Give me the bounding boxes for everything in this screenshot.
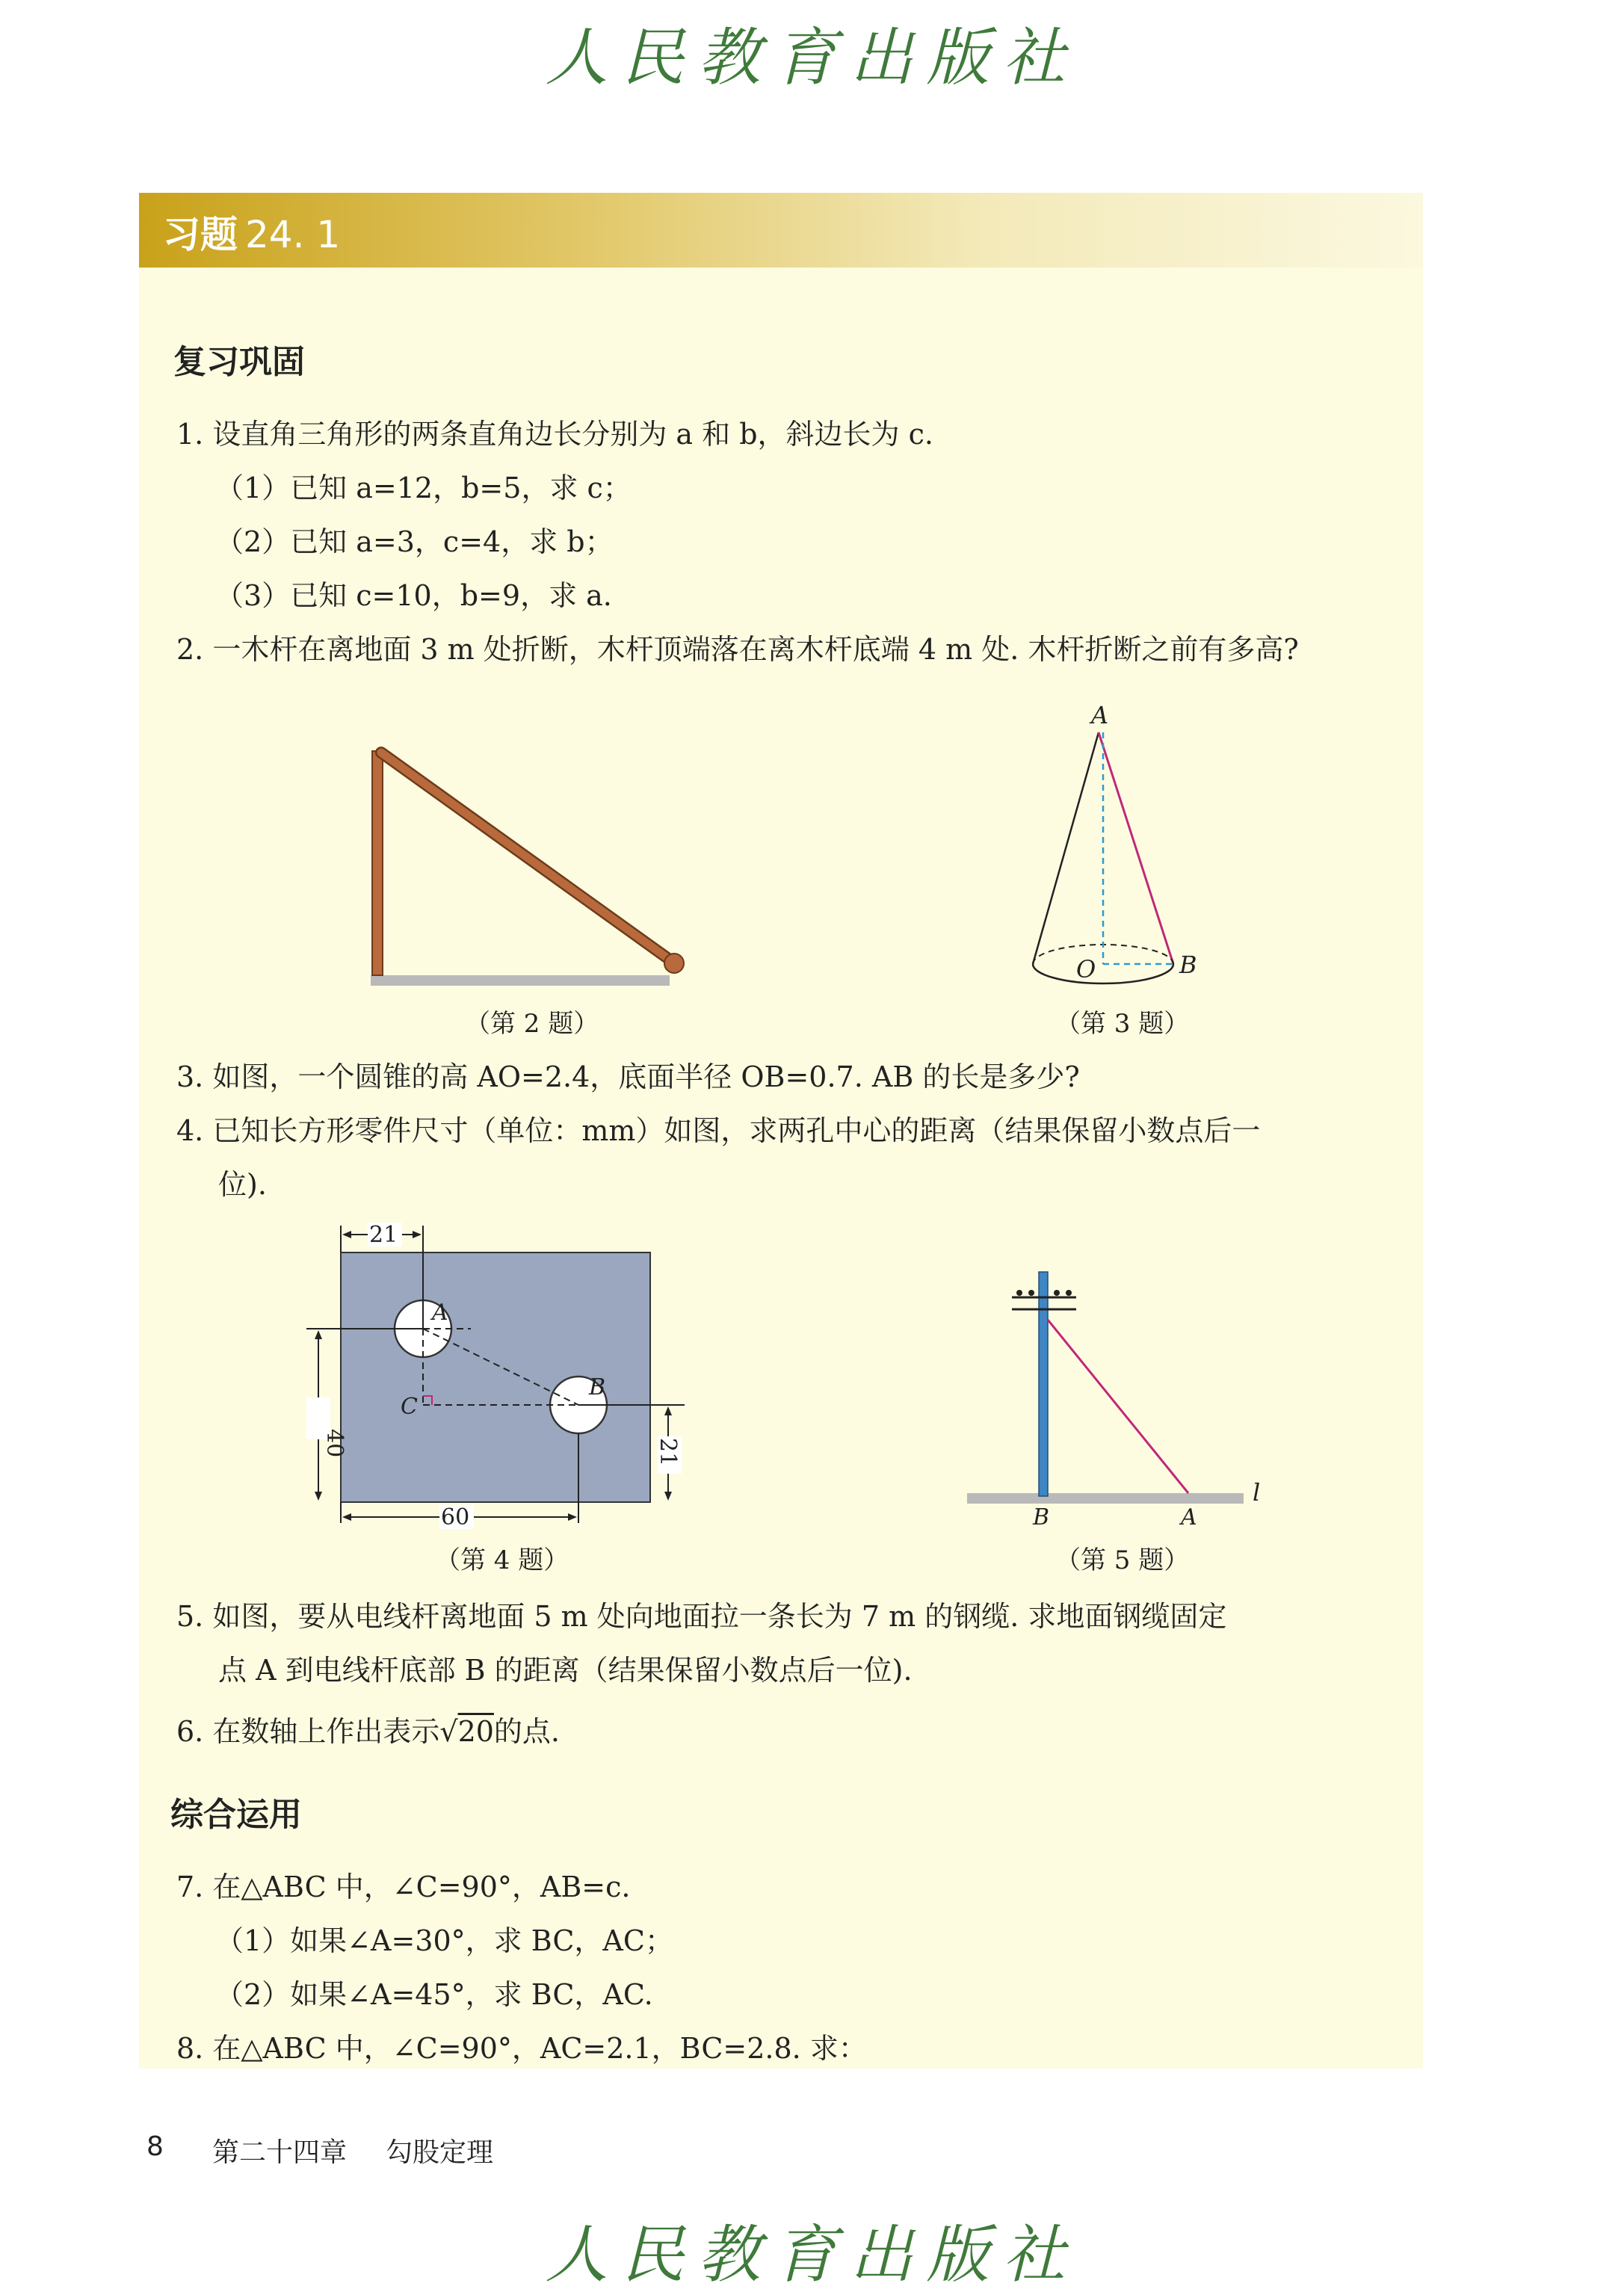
arrow-right <box>413 1231 422 1238</box>
question-1-part-2: （2）已知 a=3，c=4，求 b； <box>215 525 614 558</box>
page-number: 8 <box>146 2131 164 2162</box>
label-a: A <box>1091 701 1109 729</box>
question-6-text: 6. 在数轴上作出表示 <box>176 1715 440 1748</box>
insulator-4 <box>1066 1290 1072 1296</box>
insulator-3 <box>1054 1290 1060 1296</box>
ground-line-l <box>967 1493 1244 1504</box>
arrow-left-60 <box>342 1513 351 1521</box>
question-1-part-1: （1）已知 a=12，b=5，求 c； <box>215 472 632 504</box>
question-2: 2. 一木杆在离地面 3 m 处折断，木杆顶端落在离木杆底端 4 m 处. 木杆折断之前有多高? <box>176 633 1299 666</box>
arrow-down-21 <box>664 1492 672 1501</box>
label-a: A <box>1181 1504 1197 1530</box>
dim-60: 60 <box>441 1504 470 1530</box>
label-b: B <box>589 1374 606 1400</box>
question-7: 7. 在△ABC 中，∠C=90°，AB=c. <box>176 1871 631 1903</box>
question-7-part-1: （1）如果∠A=30°，求 BC，AC； <box>215 1924 673 1957</box>
exercise-label: 习题 <box>163 213 238 256</box>
figure-2-broken-rod <box>359 736 688 990</box>
ground-strip <box>371 975 670 986</box>
dim-21-right: 21 <box>655 1438 681 1467</box>
question-3: 3. 如图，一个圆锥的高 AO=2.4，底面半径 OB=0.7. AB 的长是多少? <box>176 1060 1080 1093</box>
label-o: O <box>1076 955 1096 983</box>
question-8: 8. 在△ABC 中，∠C=90°，AC=2.1，BC=2.8. 求： <box>176 2032 867 2065</box>
cone-base-front <box>1033 964 1173 983</box>
arrow-left <box>342 1231 351 1238</box>
question-5-line-2: 点 A 到电线杆底部 B 的距离（结果保留小数点后一位). <box>218 1654 913 1687</box>
label-b: B <box>1179 951 1197 979</box>
dim-40: 40 <box>321 1429 348 1458</box>
arrow-up-21 <box>664 1406 672 1415</box>
question-7-part-2: （2）如果∠A=45°，求 BC，AC. <box>215 1978 653 2011</box>
figure-4-rectangular-part <box>291 1218 695 1532</box>
question-6-text-end: 的点. <box>493 1715 561 1748</box>
arrow-down <box>315 1492 322 1501</box>
chapter-label: 第二十四章 <box>212 2137 348 2168</box>
rod-tip <box>664 954 684 973</box>
publisher-watermark-bottom: 人民教育出版社 <box>545 2218 1079 2291</box>
rod-fallen-part <box>381 753 673 962</box>
question-1: 1. 设直角三角形的两条直角边长分别为 a 和 b，斜边长为 c. <box>176 418 933 451</box>
label-c: C <box>401 1394 418 1420</box>
publisher-watermark-top: 人民教育出版社 <box>545 21 1079 94</box>
cone-slant-ab <box>1099 732 1173 964</box>
steel-cable <box>1048 1320 1188 1493</box>
caption-figure-4: （第 4 题） <box>435 1545 569 1575</box>
caption-figure-5: （第 5 题） <box>1055 1545 1190 1575</box>
exercise-banner <box>139 193 1423 268</box>
insulator-1 <box>1016 1290 1022 1296</box>
rod-standing-part <box>372 751 383 975</box>
label-a: A <box>432 1300 448 1326</box>
insulator-2 <box>1028 1290 1034 1296</box>
question-1-part-3: （3）已知 c=10，b=9，求 a. <box>215 579 612 612</box>
question-4-line-2: 位). <box>218 1168 267 1201</box>
question-5-line-1: 5. 如图，要从电线杆离地面 5 m 处向地面拉一条长为 7 m 的钢缆. 求地面钢缆固定 <box>176 1600 1227 1633</box>
question-6-radicand: 20 <box>457 1715 494 1748</box>
cone-left-edge <box>1033 732 1099 964</box>
arrow-right-60 <box>568 1513 577 1521</box>
exercise-title <box>163 205 340 259</box>
exercise-number: 24. 1 <box>245 213 341 256</box>
question-6: 6. 在数轴上作出表示√20的点. <box>176 1715 561 1748</box>
question-4-line-1: 4. 已知长方形零件尺寸（单位：mm）如图，求两孔中心的距离（结果保留小数点后一 <box>176 1114 1261 1147</box>
caption-figure-3: （第 3 题） <box>1055 1009 1190 1039</box>
dim-21-top: 21 <box>369 1222 398 1248</box>
chapter-title: 勾股定理 <box>386 2137 494 2168</box>
caption-figure-2: （第 2 题） <box>465 1009 599 1039</box>
pole <box>1039 1272 1048 1496</box>
label-b: B <box>1033 1504 1050 1530</box>
section-apply: 综合运用 <box>170 1796 302 1834</box>
figure-3-cone <box>1016 695 1211 994</box>
figure-5-utility-pole <box>964 1263 1278 1532</box>
label-l: l <box>1253 1478 1261 1507</box>
arrow-up <box>315 1330 322 1339</box>
section-review: 复习巩固 <box>173 343 305 381</box>
